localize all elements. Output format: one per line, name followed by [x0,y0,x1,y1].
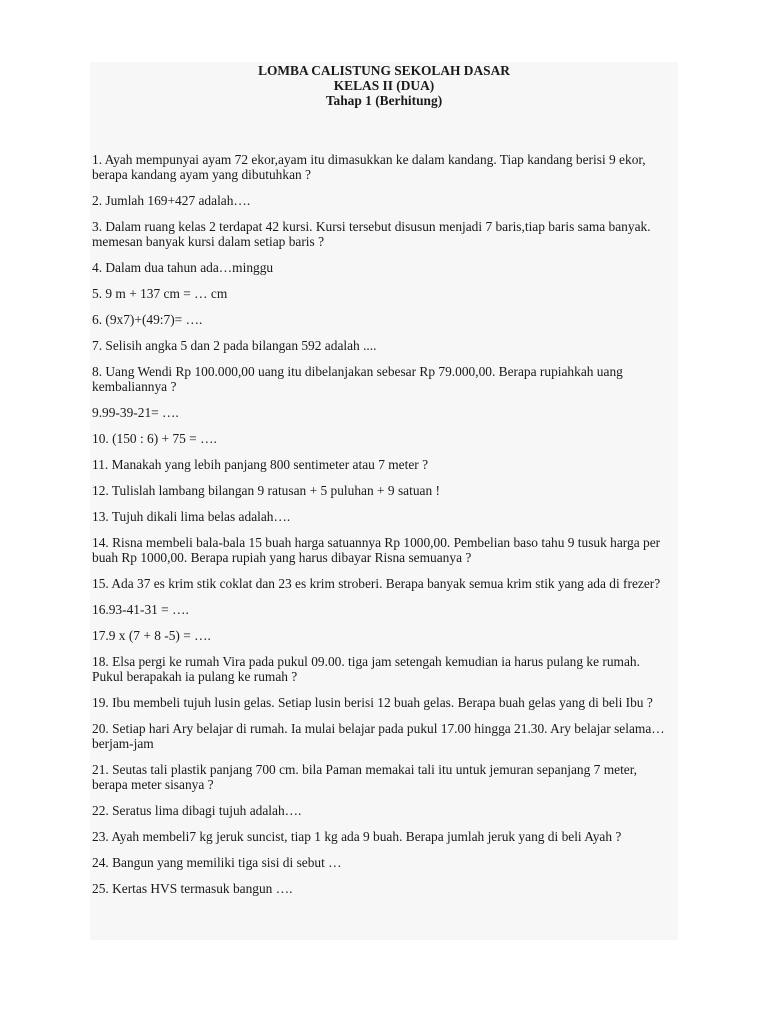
question-18: 18. Elsa pergi ke rumah Vira pada pukul 09.00. tiga jam setengah kemudian ia harus pulang ke rumah. Pukul berapakah ia pulang ke rumah ? [92,654,640,684]
question-list [90,152,678,896]
document-page [90,62,678,940]
question-7: 7. Selisih angka 5 dan 2 pada bilangan 592 adalah .... [92,338,377,353]
question-4: 4. Dalam dua tahun ada…minggu [92,260,274,275]
stage-title: Tahap 1 (Berhitung) [325,93,443,108]
question-23: 23. Ayah membeli7 kg jeruk suncist, tiap 1 kg ada 9 buah. Berapa jumlah jeruk yang di beli Ayah ? [92,829,622,844]
class-level: KELAS II (DUA) [333,78,435,93]
question-16: 16.93-41-31 = …. [92,602,189,617]
contest-title: LOMBA CALISTUNG SEKOLAH DASAR [258,63,510,78]
document-header [90,63,678,108]
question-19: 19. Ibu membeli tujuh lusin gelas. Setiap lusin berisi 12 buah gelas. Berapa buah gelas yang di beli Ibu ? [92,695,653,710]
question-15: 15. Ada 37 es krim stik coklat dan 23 es krim stroberi. Berapa banyak semua krim stik yang ada di frezer? [92,576,661,591]
question-14: 14. Risna membeli bala-bala 15 buah harga satuannya Rp 1000,00. Pembelian baso tahu 9 tusuk harga per buah Rp 1000,00. Berapa rupiah yang harus dibayar Risna semuanya ? [92,535,661,565]
question-25: 25. Kertas HVS termasuk bangun …. [92,881,293,896]
question-1: 1. Ayah mempunyai ayam 72 ekor,ayam itu dimasukkan ke dalam kandang. Tiap kandang berisi 9 ekor, berapa kandang ayam yang dibutuhkan ? [92,152,646,182]
question-9: 9.99-39-21= …. [92,405,179,420]
question-24: 24. Bangun yang memiliki tiga sisi di sebut … [92,855,342,870]
question-20: 20. Setiap hari Ary belajar di rumah. Ia mulai belajar pada pukul 17.00 hingga 21.30. Ary belajar selama… berjam-jam [92,721,665,751]
question-13: 13. Tujuh dikali lima belas adalah…. [92,509,291,524]
question-22: 22. Seratus lima dibagi tujuh adalah…. [92,803,302,818]
question-21: 21. Seutas tali plastik panjang 700 cm. bila Paman memakai tali itu untuk jemuran sepanjang 7 meter, berapa meter sisanya ? [92,762,638,792]
question-12: 12. Tulislah lambang bilangan 9 ratusan + 5 puluhan + 9 satuan ! [92,483,440,498]
question-5: 5. 9 m + 137 cm = … cm [92,286,228,301]
question-2: 2. Jumlah 169+427 adalah…. [92,193,251,208]
question-17: 17.9 x (7 + 8 -5) = …. [92,628,211,643]
question-6: 6. (9x7)+(49:7)= …. [92,312,203,327]
question-3: 3. Dalam ruang kelas 2 terdapat 42 kursi. Kursi tersebut disusun menjadi 7 baris,tiap baris sama banyak. memesan banyak kursi dalam setiap baris ? [92,219,651,249]
question-10: 10. (150 : 6) + 75 = …. [92,431,217,446]
question-8: 8. Uang Wendi Rp 100.000,00 uang itu dibelanjakan sebesar Rp 79.000,00. Berapa rupiahkah uang kembaliannya ? [92,364,623,394]
question-11: 11. Manakah yang lebih panjang 800 sentimeter atau 7 meter ? [92,457,429,472]
